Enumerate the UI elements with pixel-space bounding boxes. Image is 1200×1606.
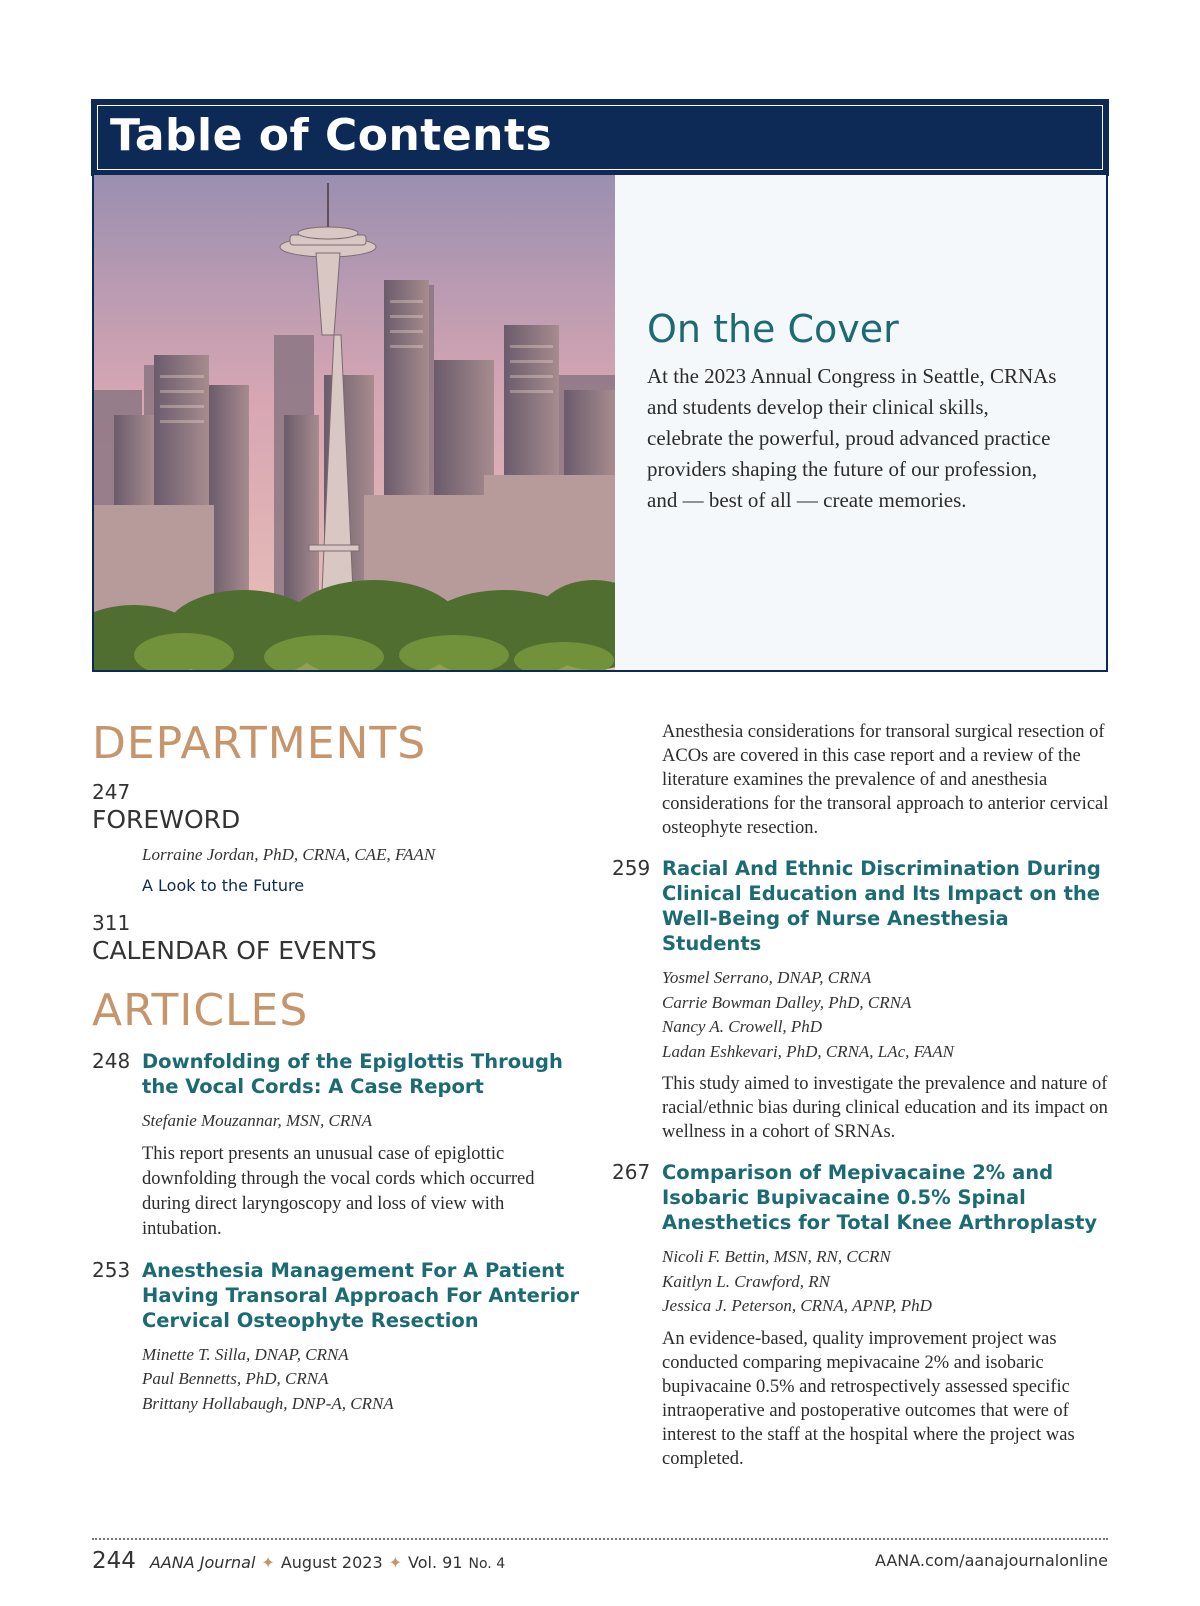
department-subtitle[interactable]: A Look to the Future bbox=[142, 876, 305, 895]
articles-heading: ARTICLES bbox=[92, 985, 309, 1036]
article-author: Nicoli F. Bettin, MSN, RN, CCRN bbox=[662, 1247, 891, 1266]
article-title[interactable]: Comparison of Mepivacaine 2% and Isobaric Bupivacaine 0.5% Spinal Anesthetics for Total Knee Arthroplasty bbox=[662, 1161, 1098, 1234]
footer-issue: No. 4 bbox=[468, 1556, 506, 1572]
footer-url[interactable]: AANA.com/aanajournalonline bbox=[874, 1551, 1108, 1570]
article-description: This study aimed to investigate the prevalence and nature of racial/ethnic bias during clinical education and its impact on wellness in a cohort of SRNAs. bbox=[662, 1074, 1108, 1142]
article-entry bbox=[92, 1049, 582, 1242]
article-author: Brittany Hollabaugh, DNP-A, CRNA bbox=[142, 1393, 394, 1413]
left-column bbox=[92, 720, 582, 1416]
cover-description bbox=[647, 307, 1067, 516]
article-page-number: 267 bbox=[612, 1160, 651, 1184]
department-page-number: 311 bbox=[92, 911, 131, 935]
department-entry-calendar bbox=[92, 911, 582, 967]
departments-heading: DEPARTMENTS bbox=[92, 718, 427, 769]
article-author: Minette T. Silla, DNAP, CRNA bbox=[142, 1344, 349, 1364]
article-description: This report presents an unusual case of epiglottic downfolding through the vocal cords which occurred during direct laryngoscopy and loss of view with intubation. bbox=[142, 1143, 535, 1239]
page-title: Table of Contents bbox=[110, 110, 553, 161]
article-author: Paul Bennetts, PhD, CRNA bbox=[142, 1369, 329, 1388]
article-page-number: 253 bbox=[92, 1257, 131, 1282]
toc-header bbox=[92, 100, 1108, 175]
article-description: An evidence-based, quality improvement project was conducted comparing mepivacaine 2% and isobaric bupivacaine 0.5% and retrospectively assessed specific intraoperative and postoperative outcomes that were of interest to the staff at the hospital where the project was completed. bbox=[662, 1328, 1075, 1469]
article-author: Stefanie Mouzannar, MSN, CRNA bbox=[142, 1111, 372, 1130]
article-page-number: 259 bbox=[612, 856, 651, 880]
article-title[interactable]: Racial And Ethnic Discrimination During Clinical Education and Its Impact on the Well-Being of Nurse Anesthesia Students bbox=[662, 857, 1101, 955]
article-author: Ladan Eshkevari, PhD, CRNA, LAc, FAAN bbox=[662, 1041, 954, 1061]
footer-divider bbox=[92, 1538, 1108, 1540]
footer-volume: Vol. 91 bbox=[408, 1553, 463, 1572]
article-title[interactable]: Downfolding of the Epiglottis Through the Vocal Cords: A Case Report bbox=[142, 1050, 563, 1098]
article-entry bbox=[612, 1160, 1112, 1471]
department-author: Lorraine Jordan, PhD, CRNA, CAE, FAAN bbox=[142, 845, 436, 864]
article-author: Kaitlyn L. Crawford, RN bbox=[662, 1271, 830, 1291]
department-page-number: 247 bbox=[92, 780, 131, 804]
article-author: Yosmel Serrano, DNAP, CRNA bbox=[662, 968, 872, 987]
article-author: Carrie Bowman Dalley, PhD, CRNA bbox=[662, 992, 912, 1012]
cover-panel bbox=[92, 175, 1108, 672]
article-description-continued: Anesthesia considerations for transoral surgical resection of ACOs are covered in this case report and a review of the literature examines the prevalence of and anesthesia considerations for the transoral approach to anterior cervical osteophyte resection. bbox=[662, 722, 1109, 838]
footer-page-number: 244 bbox=[92, 1548, 136, 1574]
article-entry bbox=[612, 856, 1112, 1144]
footer-citation bbox=[92, 1548, 505, 1574]
cover-body: At the 2023 Annual Congress in Seattle, CRNAs and students develop their clinical skills, celebrate the powerful, proud advanced practice providers shaping the future of our profession, and — best of all — create memories. bbox=[647, 364, 1057, 512]
department-title[interactable]: FOREWORD bbox=[92, 805, 241, 834]
article-author: Nancy A. Crowell, PhD bbox=[662, 1017, 823, 1036]
right-column bbox=[612, 720, 1112, 1471]
article-page-number: 248 bbox=[92, 1049, 131, 1073]
footer-journal: AANA Journal bbox=[149, 1553, 256, 1572]
department-title[interactable]: CALENDAR OF EVENTS bbox=[92, 936, 377, 965]
article-entry bbox=[92, 1258, 582, 1417]
separator-icon: ✦ bbox=[388, 1553, 403, 1572]
separator-icon: ✦ bbox=[261, 1553, 275, 1572]
article-title[interactable]: Anesthesia Management For A Patient Having Transoral Approach For Anterior Cervical Osteophyte Resection bbox=[142, 1258, 580, 1332]
article-author: Jessica J. Peterson, CRNA, APNP, PhD bbox=[662, 1296, 932, 1315]
department-entry-foreword bbox=[92, 780, 582, 897]
footer-date: August 2023 bbox=[280, 1553, 383, 1572]
cover-photo-seattle-skyline bbox=[94, 175, 615, 670]
cover-heading: On the Cover bbox=[647, 307, 899, 351]
